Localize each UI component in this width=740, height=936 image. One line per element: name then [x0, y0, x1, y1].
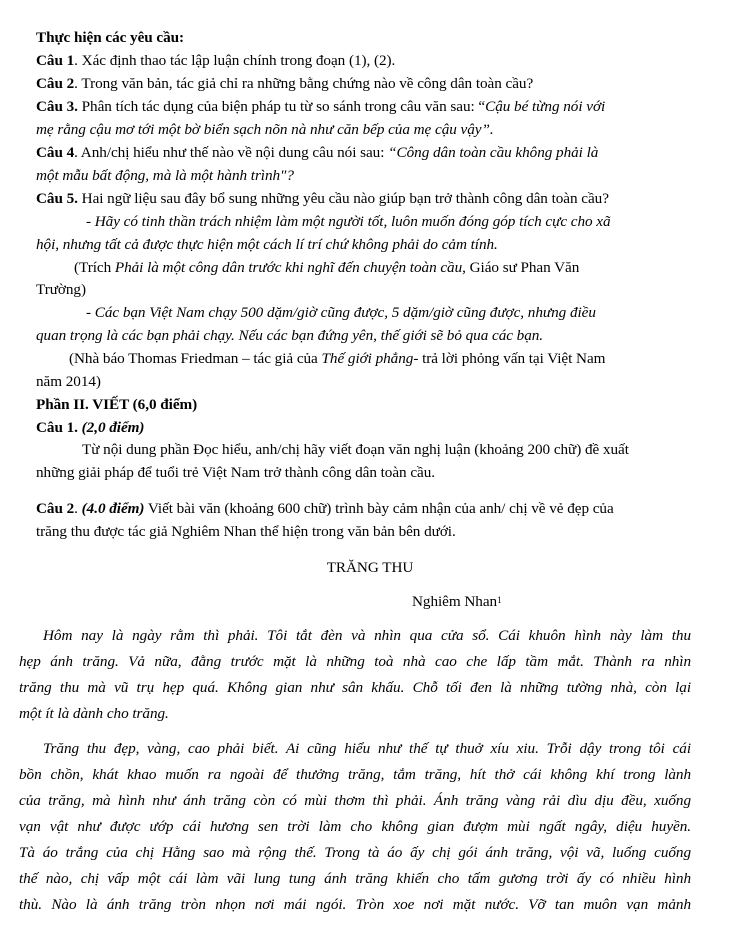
essay-title: TRĂNG THU	[326, 559, 414, 576]
writing-question-1-label: Câu 1.	[36, 419, 78, 436]
essay-p2-line: bồn chồn, khát khao muốn ra ngoài để thưởng trăng, tắm trăng, hít thở cái không khí trong lành	[19, 766, 691, 783]
essay-author-name: Nghiêm Nhan	[412, 593, 498, 610]
question-2-text: . Trong văn bản, tác giả chỉ ra những bằng chứng nào về công dân toàn cầu?	[74, 75, 534, 92]
question-5-text: Hai ngữ liệu sau đây bổ sung những yêu cầu nào giúp bạn trở thành công dân toàn cầu?	[77, 190, 609, 207]
source-2-suffix: - trả lời phỏng vấn tại Việt Nam	[413, 350, 606, 367]
source-2-title: Thế giới phẳng	[321, 350, 414, 367]
writing-question-2-text: Viết bài văn (khoảng 600 chữ) trình bày cảm nhận của anh/ chị về vẻ đẹp của	[144, 500, 614, 517]
question-2	[36, 74, 533, 94]
writing-question-1-line-1: Từ nội dung phần Đọc hiểu, anh/chị hãy viết đoạn văn nghị luận (khoảng 200 chữ) đề xuất	[82, 441, 629, 458]
question-4-text: . Anh/chị hiểu như thế nào về nội dung câu nói sau:	[74, 144, 389, 161]
excerpt-2-source	[69, 349, 605, 369]
essay-p1-line: Hôm nay là ngày rằm thì phải. Tôi tắt đèn và nhìn qua cửa sổ. Cái khuôn hình này làm thu	[43, 627, 691, 644]
instructions-heading: Thực hiện các yêu cầu:	[36, 29, 185, 46]
writing-question-2-label: Câu 2	[36, 500, 75, 517]
question-3-label: Câu 3.	[36, 98, 78, 115]
excerpt-1-line-1: - Hãy có tinh thần trách nhiệm làm một người tốt, luôn muốn đóng góp tích cực cho xã	[86, 213, 611, 230]
writing-question-2-points: (4.0 điểm)	[81, 500, 145, 517]
source-1-suffix: , Giáo sư Phan Văn	[462, 259, 580, 276]
source-1-title: Phải là một công dân trước khi nghĩ đến chuyện toàn cầu	[114, 259, 463, 276]
excerpt-2-line-2: quan trọng là các bạn phải chạy. Nếu các bạn đứng yên, thế giới sẽ bỏ qua các bạn.	[36, 327, 544, 344]
writing-question-1-points: (2,0 điểm)	[81, 419, 145, 436]
essay-author	[412, 592, 502, 612]
writing-question-1	[36, 418, 144, 438]
question-3-cont	[36, 120, 494, 140]
question-4-label: Câu 4	[36, 144, 75, 161]
writing-question-2-line-2: trăng thu được tác giả Nghiêm Nhan thể hiện trong văn bản bên dưới.	[36, 523, 456, 540]
writing-question-2-dot: .	[74, 500, 82, 517]
part-2-heading: Phần II. VIẾT (6,0 điểm)	[36, 396, 198, 413]
question-5	[36, 189, 609, 209]
question-1	[36, 51, 395, 71]
essay-p2-line: thù. Nào là ánh trăng tròn nhọn nơi mái ngói. Tròn xoe nơi mặt nước. Vỡ tan muôn vạn mảnh	[19, 896, 691, 913]
essay-p1-line: hẹp ánh trăng. Vả nữa, đằng trước mặt là những toà nhà cao che lấp tầm mắt. Thành ra nhìn	[19, 653, 691, 670]
question-2-label: Câu 2	[36, 75, 75, 92]
source-2-prefix: (Nhà báo Thomas Friedman – tác giả của	[69, 350, 322, 367]
essay-p2-line: của trăng, mà hình như ánh trăng còn có mùi thơm thì phải. Ánh trăng vàng rải dìu dịu đều, xuống	[19, 792, 691, 809]
essay-p2-line: vạn vật như được ướp cái hương sen trời làm cho không gian đượm mùi ngất ngây, diệu huyền.	[19, 818, 691, 835]
essay-author-footnote-mark: 1	[497, 595, 502, 605]
question-3-quote-cont: mẹ rằng cậu mơ tới một bờ biển sạch nõn nà như căn bếp của mẹ cậu vậy	[36, 121, 482, 138]
excerpt-1-line-2: hội, nhưng tất cả được thực hiện một cách lí trí chứ không phải do cảm tính.	[36, 236, 498, 253]
question-4-quote: “Công dân toàn cầu không phải là	[388, 144, 599, 161]
essay-p2-line: Tà áo trắng của chị Hằng sao mà rộng thế. Trong tà áo ấy chị gói ánh trăng, vội vã, luống cuống	[19, 844, 691, 861]
question-3-text: Phân tích tác dụng của biện pháp tu từ so sánh trong câu văn sau: “	[77, 98, 486, 115]
question-4-quote-cont: một mẫu bất động, mà là một hành trình"?	[36, 167, 294, 184]
writing-question-2	[36, 499, 614, 519]
question-3	[36, 97, 605, 117]
essay-p2-line: thế nào, chị vấp một cái làm vãi lung tung ánh trăng khiến cho tấm gương trời ấy có nhiều hình	[19, 870, 691, 887]
question-1-text: . Xác định thao tác lập luận chính trong đoạn (1), (2).	[74, 52, 396, 69]
question-1-label: Câu 1	[36, 52, 75, 69]
question-3-quote-end: ”.	[481, 121, 494, 138]
essay-p2-line: Trăng thu đẹp, vàng, cao phải biết. Ai cũng hiểu như thế tự thuở xíu xiu. Trỗi dậy trong tôi cái	[43, 740, 691, 757]
question-5-label: Câu 5.	[36, 190, 78, 207]
question-4	[36, 143, 598, 163]
writing-question-1-line-2: những giải pháp để tuổi trẻ Việt Nam trở thành công dân toàn cầu.	[36, 464, 435, 481]
excerpt-1-source-cont: Trường)	[36, 281, 86, 298]
question-3-quote: Cậu bé từng nói với	[485, 98, 606, 115]
excerpt-1-source	[74, 258, 579, 278]
essay-p1-line: trăng thu mà vũ trụ hẹp quá. Không gian như sân khấu. Chỗ tối đen là những tường nhà, còn lại	[19, 679, 691, 696]
excerpt-2-line-1: - Các bạn Việt Nam chạy 500 dặm/giờ cũng được, 5 dặm/giờ cũng được, nhưng điều	[86, 304, 596, 321]
excerpt-2-source-cont: năm 2014)	[36, 373, 101, 390]
essay-p1-line: một ít là dành cho trăng.	[19, 705, 169, 722]
source-1-prefix: (Trích	[74, 259, 115, 276]
